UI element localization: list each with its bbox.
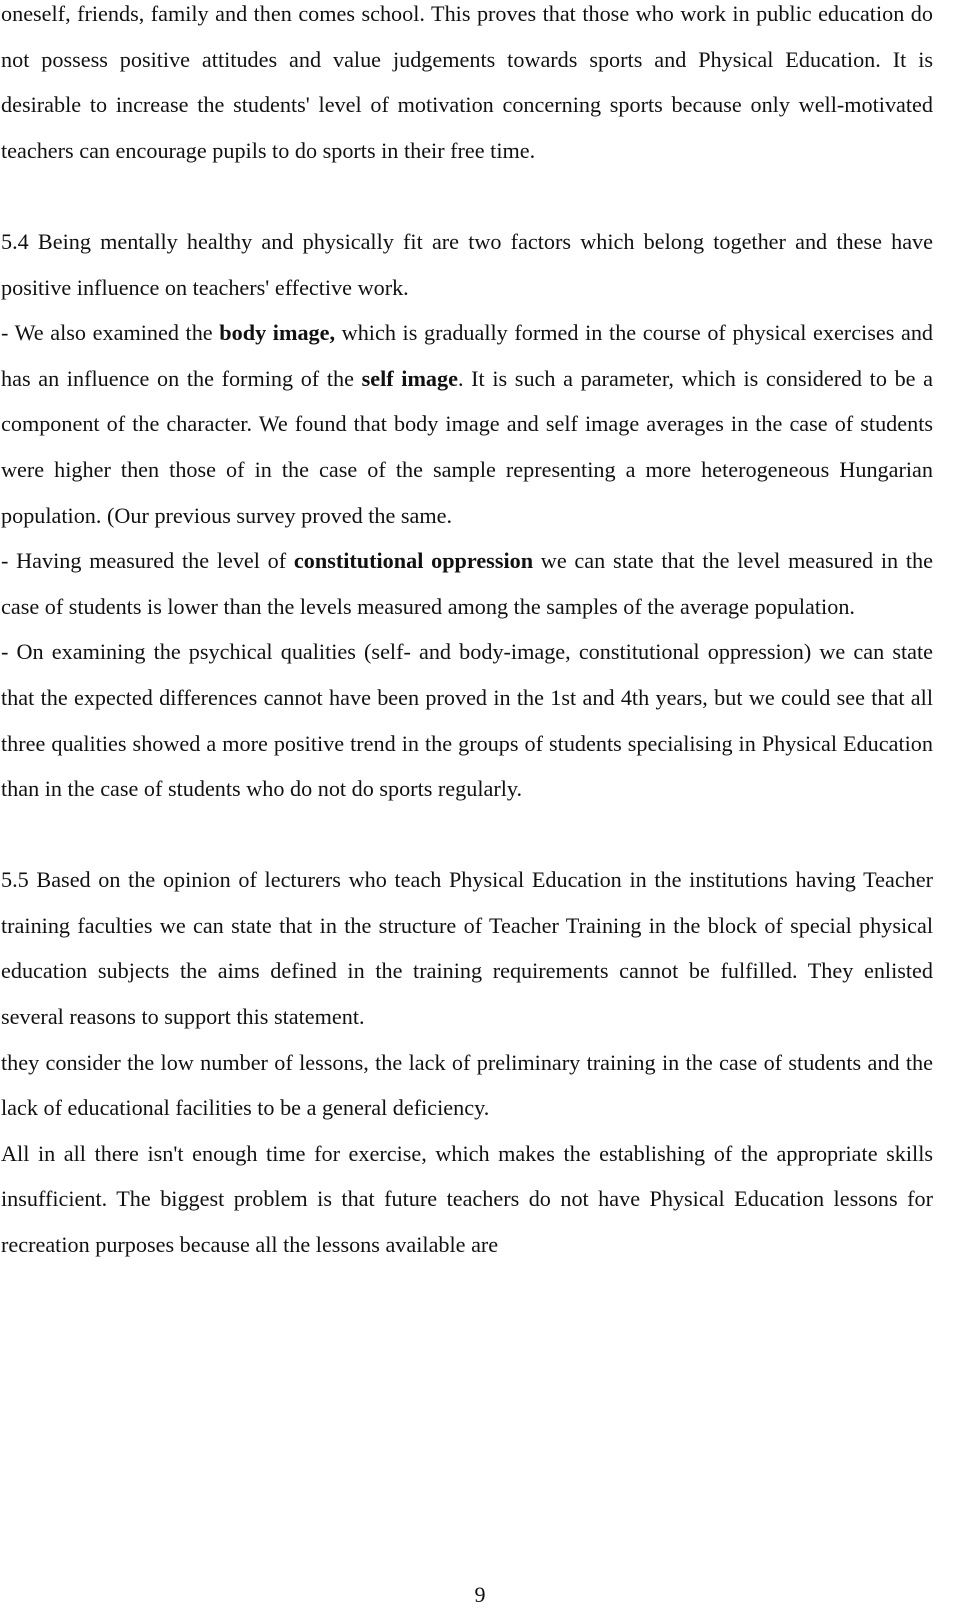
text-run: which is gradually formed in the course of physical exercises and has an influence on the forming of the	[1, 320, 934, 391]
paragraph-section-5-5: 5.5 Based on the opinion of lecturers who teach Physical Education in the institutions having Teacher training faculties we can state that in the structure of Teacher Training in the block of special physical education subjects the aims defined in the training requirements cannot be fulfilled. They enlisted several reasons to support this statement.	[1, 867, 933, 1030]
text-run: . It is such a parameter, which is considered to be a component of the character. We found that body image and self image averages in the case of students were higher then those of in the case of the sample representing a more heterogeneous Hungarian population. (Our previous survey proved the same.	[1, 365, 934, 528]
paragraph-deficiency: they consider the low number of lessons, the lack of preliminary training in the case of students and the lack of educational facilities to be a general deficiency.	[1, 1049, 933, 1121]
paragraph-section-5-4: 5.4 Being mentally healthy and physically fit are two factors which belong together and these have positive influence on teachers' effective work.	[1, 228, 933, 300]
bold-term-self-image: self image	[361, 365, 458, 391]
paragraph-exercise-time: All in all there isn't enough time for exercise, which makes the establishing of the appropriate skills insufficient. The biggest problem is that future teachers do not have Physical Education lessons for recreation purposes because all the lessons available are	[1, 1140, 933, 1258]
body-text	[1, 0, 933, 1268]
paragraph-body-image	[1, 310, 933, 538]
text-run: - We also examined the	[1, 320, 220, 346]
paragraph-gap	[1, 173, 933, 219]
page-number: 9	[474, 1582, 486, 1607]
paragraph-psychical-qualities: - On examining the psychical qualities (self- and body-image, constitutional oppression) we can state that the expected differences cannot have been proved in the 1st and 4th years, but we could see that all three qualities showed a more positive trend in the groups of students specialising in Physical Education than in the case of students who do not do sports regularly.	[1, 639, 933, 802]
bold-term-body-image: body image,	[219, 320, 336, 346]
paragraph-gap	[1, 812, 933, 858]
paragraph-constitutional-oppression	[1, 538, 933, 629]
bold-term-constitutional-oppression: constitutional oppression	[293, 548, 534, 574]
text-run: - Having measured the level of	[1, 548, 294, 574]
text-run: we can state that the level measured in the case of students is lower than the levels measured among the samples of the average population.	[1, 548, 933, 619]
paragraph-motivation: oneself, friends, family and then comes school. This proves that those who work in public education do not possess positive attitudes and value judgements towards sports and Physical Education. It is desirable to increase the students' level of motivation concerning sports because only well-motivated teachers can encourage pupils to do sports in their free time.	[1, 1, 933, 163]
